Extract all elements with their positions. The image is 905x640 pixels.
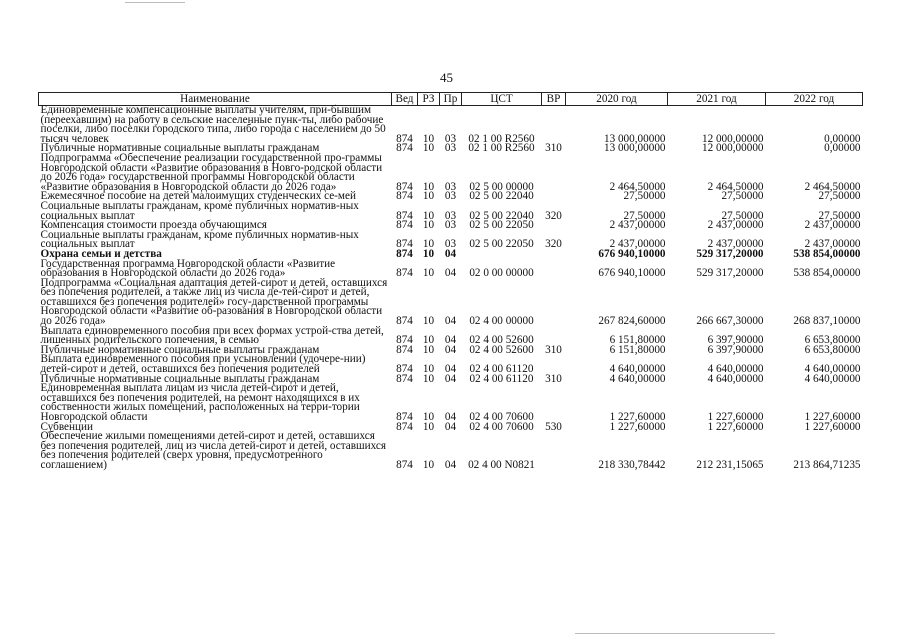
- table-row: [39, 106, 863, 145]
- row-name: Публичные нормативные социальные выплаты гражданам: [40, 372, 320, 385]
- row-2020: 676 940,10000: [598, 267, 666, 280]
- row-pr: 04: [444, 315, 457, 328]
- row-ved: 874: [396, 411, 413, 423]
- row-2022: 268 837,10000: [793, 315, 861, 328]
- row-ved: 874: [396, 219, 413, 232]
- row-pr: 03: [444, 180, 457, 193]
- row-cst: 02 4 00 61120: [469, 372, 534, 385]
- row-pr: 03: [444, 132, 457, 145]
- row-ved: 874: [396, 209, 413, 222]
- row-2020: 13 000,00000: [603, 142, 666, 155]
- row-ved: 874: [396, 247, 413, 260]
- row-2022: 2 437,00000: [804, 219, 861, 232]
- header-2021: 2021 год: [668, 93, 766, 106]
- row-cst: 02 1 00 R2560: [468, 142, 535, 155]
- row-pr: 03: [444, 209, 457, 222]
- row-pr: 03: [444, 142, 457, 155]
- row-pr: 04: [444, 420, 457, 433]
- row-vr: [542, 355, 566, 374]
- table-row: [39, 355, 863, 374]
- row-pr: 04: [444, 343, 457, 356]
- row-2020: 4 640,00000: [609, 372, 666, 385]
- row-rz: 10: [422, 267, 435, 280]
- row-2020: 6 151,80000: [609, 334, 666, 347]
- row-cst: 02 4 00 70600: [469, 411, 534, 423]
- row-cst: 02 5 00 22040: [469, 190, 534, 203]
- row-2021: 6 397,90000: [707, 334, 764, 347]
- row-name: Публичные нормативные социальные выплаты гражданам: [40, 142, 320, 155]
- row-rz: 10: [422, 238, 435, 251]
- row-2021: 2 464,50000: [707, 180, 764, 193]
- row-2021: 2 437,00000: [707, 219, 764, 232]
- row-cst: 02 4 00 70600: [469, 420, 534, 433]
- row-rz: 10: [422, 363, 435, 376]
- row-rz: 10: [422, 190, 435, 203]
- row-rz: 10: [422, 132, 435, 145]
- row-name: Компенсация стоимости проезда обучающимся: [40, 219, 267, 232]
- row-name: Публичные нормативные социальные выплаты гражданам: [40, 343, 320, 356]
- row-vr: 320: [545, 238, 562, 251]
- row-cst: 02 4 00 52600: [469, 343, 534, 356]
- row-ved: 874: [396, 132, 413, 145]
- row-vr: 320: [545, 209, 562, 222]
- row-vr: [542, 250, 566, 260]
- row-2022: 0,00000: [824, 132, 861, 145]
- table-row: [39, 384, 863, 422]
- row-name: Выплата единовременного пособия при усыновлении (удочере-нии) детей-сирот и детей, оставшихся без попечения родителей: [40, 353, 366, 376]
- row-2022: 1 227,60000: [804, 411, 861, 423]
- table-row: [39, 154, 863, 192]
- row-2021: 1 227,60000: [707, 411, 764, 423]
- row-ved: 874: [396, 420, 413, 433]
- row-vr: [542, 106, 566, 145]
- row-cst: 02 4 00 61120: [469, 363, 534, 376]
- row-name: Ежемесячное пособие на детей малоимущих студенческих се-мей: [40, 190, 356, 203]
- row-vr: [542, 279, 566, 327]
- page-number: 45: [440, 70, 453, 85]
- row-ved: 874: [396, 315, 413, 328]
- header-vr: ВР: [542, 93, 566, 106]
- row-2022: 0,00000: [824, 142, 861, 155]
- row-2020: 676 940,10000: [598, 247, 666, 260]
- row-ved: 874: [396, 142, 413, 155]
- header-cst: ЦСТ: [462, 93, 542, 106]
- row-cst: 02 4 00 N0821: [468, 458, 535, 471]
- row-rz: 10: [422, 180, 435, 193]
- row-rz: 10: [422, 343, 435, 356]
- row-pr: 04: [444, 334, 457, 347]
- row-vr: 310: [545, 372, 562, 385]
- header-2020: 2020 год: [566, 93, 668, 106]
- row-ved: 874: [396, 190, 413, 203]
- header-2022: 2022 год: [766, 93, 863, 106]
- header-rz: РЗ: [418, 93, 440, 106]
- row-vr: [542, 384, 566, 422]
- header-name: Наименование: [39, 93, 392, 106]
- row-ved: 874: [396, 363, 413, 376]
- row-name: Охрана семьи и детства: [40, 247, 162, 260]
- row-2022: 6 653,80000: [804, 343, 861, 356]
- row-rz: 10: [422, 458, 435, 471]
- row-name: Социальные выплаты гражданам, кроме публичных норматив-ных социальных выплат: [40, 228, 359, 251]
- row-2022: 213 864,71235: [793, 458, 861, 471]
- row-2020: 218 330,78442: [598, 458, 666, 471]
- row-cst: 02 4 00 00000: [469, 315, 534, 328]
- row-2021: 1 227,60000: [707, 420, 764, 433]
- row-ved: 874: [396, 238, 413, 251]
- row-vr: [542, 327, 566, 346]
- row-pr: 03: [444, 190, 457, 203]
- row-rz: 10: [422, 219, 435, 232]
- row-name: Единовременная выплата лицам из числа детей-сирот и детей, оставшихся без попечения родителей, на ремонт находящихся в их собственности жилых помещений, расположенных на терри-тории Новгородской области: [40, 382, 360, 423]
- row-vr: [542, 432, 566, 470]
- row-2022: 27,50000: [818, 190, 861, 203]
- row-pr: 04: [444, 458, 457, 471]
- row-rz: 10: [422, 334, 435, 347]
- scan-artifact: [125, 2, 185, 3]
- row-2022: 2 437,00000: [804, 238, 861, 251]
- header-pr: Пр: [440, 93, 462, 106]
- row-2022: 4 640,00000: [804, 372, 861, 385]
- row-vr: [542, 221, 566, 231]
- row-rz: 10: [422, 142, 435, 155]
- row-2021: 12 000,00000: [701, 132, 764, 145]
- row-cst: 02 5 00 00000: [469, 180, 534, 193]
- row-ved: 874: [396, 180, 413, 193]
- row-2020: 27,50000: [623, 209, 666, 222]
- row-cst: 02 0 00 00000: [469, 267, 534, 280]
- row-2020: 2 437,00000: [609, 219, 666, 232]
- row-2020: 2 464,50000: [609, 180, 666, 193]
- row-2021: 6 397,90000: [707, 343, 764, 356]
- row-2022: 6 653,80000: [804, 334, 861, 347]
- row-name: Обеспечение жилыми помещениями детей-сирот и детей, оставшихся без попечения родителей, лиц из числа детей-сирот и детей, оставшихся без попечения родителей (сверх уровня, предусмотренного соглашением): [40, 430, 387, 471]
- row-cst: 02 5 00 22040: [469, 209, 534, 222]
- row-pr: 04: [444, 363, 457, 376]
- row-rz: 10: [422, 420, 435, 433]
- row-2020: 2 437,00000: [609, 238, 666, 251]
- row-vr: [542, 154, 566, 192]
- table-row: [39, 279, 863, 327]
- row-rz: 10: [422, 411, 435, 423]
- row-vr: 310: [545, 142, 562, 155]
- row-2022: 538 854,00000: [793, 247, 861, 260]
- row-vr: [542, 192, 566, 202]
- row-pr: 04: [444, 267, 457, 280]
- row-pr: 04: [444, 372, 457, 385]
- table-row: [39, 432, 863, 470]
- row-cst: 02 4 00 52600: [469, 334, 534, 347]
- row-2020: 1 227,60000: [609, 420, 666, 433]
- scan-artifact: [575, 633, 775, 634]
- table-row: [39, 260, 863, 279]
- row-2021: 4 640,00000: [707, 363, 764, 376]
- row-pr: 03: [444, 219, 457, 232]
- row-name: Единовременные компенсационные выплаты учителям, при-бывшим (переехавшим) на работу в сельские населенные пунк-ты, либо рабочие поселки, либо поселки городского типа, либо города с населением до 50 тысяч человек: [40, 104, 386, 145]
- row-2021: 12 000,00000: [701, 142, 764, 155]
- table-body: [39, 106, 863, 471]
- row-2021: 27,50000: [721, 209, 764, 222]
- row-2022: 538 854,00000: [793, 267, 861, 280]
- row-ved: 874: [396, 267, 413, 280]
- row-2021: 2 437,00000: [707, 238, 764, 251]
- row-2020: 4 640,00000: [609, 363, 666, 376]
- row-name: Подпрограмма «Обеспечение реализации государственной про-граммы Новгородской области «Развитие образования в Новго-родской области до 2026 года» государственной программы Новгородской области «Развитие образования в Новгородской области до 2026 года»: [40, 151, 383, 193]
- row-2020: 267 824,60000: [598, 315, 666, 328]
- row-ved: 874: [396, 372, 413, 385]
- row-pr: 03: [444, 238, 457, 251]
- row-pr: 04: [444, 247, 457, 260]
- row-cst: [462, 250, 542, 260]
- row-rz: 10: [422, 247, 435, 260]
- row-rz: 10: [422, 372, 435, 385]
- row-ved: 874: [396, 458, 413, 471]
- row-pr: 04: [444, 411, 457, 423]
- row-ved: 874: [396, 343, 413, 356]
- row-vr: 530: [545, 420, 562, 433]
- header-ved: Вед: [392, 93, 418, 106]
- row-2021: 4 640,00000: [707, 372, 764, 385]
- row-name: Социальные выплаты гражданам, кроме публичных норматив-ных социальных выплат: [40, 199, 359, 222]
- budget-table: [38, 92, 863, 471]
- row-name: Субвенции: [40, 420, 93, 433]
- row-cst: 02 5 00 22050: [469, 219, 534, 232]
- row-2022: 2 464,50000: [804, 180, 861, 193]
- row-rz: 10: [422, 209, 435, 222]
- row-2020: 13 000,00000: [603, 132, 666, 145]
- row-2020: 6 151,80000: [609, 343, 666, 356]
- row-cst: 02 1 00 R2560: [468, 132, 535, 145]
- row-2020: 1 227,60000: [609, 411, 666, 423]
- row-2022: 27,50000: [818, 209, 861, 222]
- row-2021: 529 317,20000: [696, 267, 764, 280]
- table-row: [39, 327, 863, 346]
- row-2022: 1 227,60000: [804, 420, 861, 433]
- row-vr: 310: [545, 343, 562, 356]
- row-2021: 27,50000: [721, 190, 764, 203]
- row-name: Государственная программа Новгородской области «Развитие образования в Новгородской области до 2026 года»: [40, 257, 336, 280]
- row-2021: 212 231,15065: [696, 458, 764, 471]
- row-2022: 4 640,00000: [804, 363, 861, 376]
- row-name: Выплата единовременного пособия при всех формах устрой-ства детей, лишенных родительского попечения, в семью: [40, 324, 384, 347]
- row-name: Подпрограмма «Социальная адаптация детей-сирот и детей, оставшихся без попечения родителей, а также лиц из числа де-тей-сирот и детей, оставшихся без попечения родителей» госу-дарственной программы Новгородской области «Развитие об-разования в Новгородской области до 2026 года»: [40, 276, 388, 328]
- row-ved: 874: [396, 334, 413, 347]
- row-rz: 10: [422, 315, 435, 328]
- row-cst: 02 5 00 22050: [469, 238, 534, 251]
- row-vr: [542, 260, 566, 279]
- row-2020: 27,50000: [623, 190, 666, 203]
- row-2021: 529 317,20000: [696, 247, 764, 260]
- row-2021: 266 667,30000: [696, 315, 764, 328]
